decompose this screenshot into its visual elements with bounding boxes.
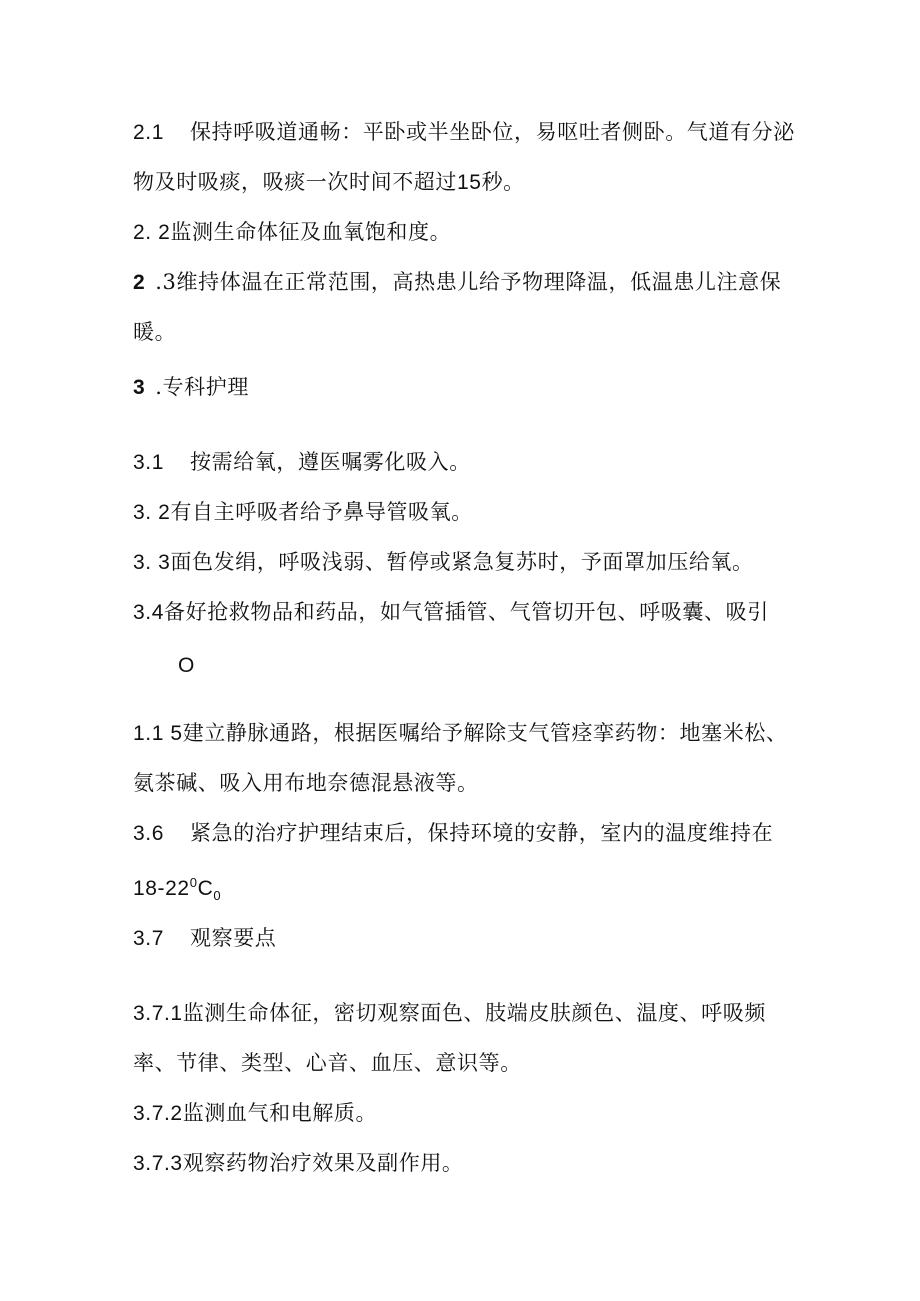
paragraph-text: 监测生命体征，密切观察面色、肢端皮肤颜色、温度、呼吸频 bbox=[182, 1001, 766, 1025]
section-heading: 观察要点 bbox=[190, 926, 277, 950]
paragraph-text: 观察药物治疗效果及副作用。 bbox=[182, 1151, 464, 1175]
paragraph-3-7-3 bbox=[133, 1148, 464, 1179]
paragraph-text: 建立静脉通路，根据医嘱给予解除支气管痉挛药物：地塞米松、 bbox=[182, 721, 788, 745]
paragraph-3-3 bbox=[133, 547, 754, 578]
paragraph-3-6-line-1 bbox=[133, 818, 773, 849]
paragraph-text: 监测生命体征及血氧饱和度。 bbox=[170, 220, 452, 244]
paragraph-text: 物及时吸痰，吸痰一次时间不超过 bbox=[133, 170, 457, 194]
paragraph-text: .3维持体温在正常范围，高热患儿给予物理降温，低温患儿注意保 bbox=[155, 270, 782, 294]
paragraph-text: 面色发绢，呼吸浅弱、暂停或紧急复苏时，予面罩加压给氧。 bbox=[170, 550, 754, 574]
paragraph-1-1-5-line-2 bbox=[133, 768, 479, 798]
paragraph-3-7-1-line-1 bbox=[133, 998, 766, 1029]
paragraph-3-4-continuation bbox=[178, 650, 195, 681]
temperature-range: 18-22 bbox=[133, 877, 190, 900]
superscript: 0 bbox=[189, 875, 198, 890]
paragraph-text: 暖。 bbox=[133, 320, 177, 344]
paragraph-3-7-1-line-2 bbox=[133, 1048, 522, 1078]
celsius-unit: C bbox=[197, 877, 214, 900]
paragraph-2-3-line-1 bbox=[133, 267, 781, 298]
section-heading: .专科护理 bbox=[155, 375, 249, 399]
paragraph-text: O bbox=[178, 654, 195, 677]
section-number: 2 bbox=[133, 271, 146, 294]
paragraph-3-7-2 bbox=[133, 1098, 377, 1129]
heading-3-7 bbox=[133, 923, 276, 954]
paragraph-text: 按需给氧，遵医嘱雾化吸入。 bbox=[190, 450, 471, 474]
paragraph-text: 保持呼吸道通畅：平卧或半坐卧位，易呕吐者侧卧。气道有分泌 bbox=[190, 120, 795, 144]
subscript: 0 bbox=[213, 888, 222, 904]
paragraph-text: 备好抢救物品和药品，如气管插管、气管切开包、呼吸囊、吸引 bbox=[164, 600, 769, 624]
paragraph-text: 率、节律、类型、心音、血压、意识等。 bbox=[133, 1051, 522, 1075]
paragraph-text: 有自主呼吸者给予鼻导管吸氧。 bbox=[170, 500, 473, 524]
section-number: 3.1 bbox=[133, 451, 164, 474]
section-number: 1.1 5 bbox=[133, 722, 183, 745]
section-number: 3.7.3 bbox=[133, 1152, 183, 1175]
section-number: 2. 2 bbox=[133, 221, 171, 244]
paragraph-text: 监测血气和电解质。 bbox=[182, 1101, 378, 1125]
paragraph-3-4 bbox=[133, 597, 769, 628]
paragraph-1-1-5-line-1 bbox=[133, 718, 788, 749]
paragraph-3-1 bbox=[133, 447, 471, 478]
inline-number: 15 bbox=[457, 171, 482, 194]
paragraph-text: 氨茶碱、吸入用布地奈德混悬液等。 bbox=[133, 771, 479, 795]
section-number: 3 bbox=[133, 376, 146, 399]
section-number: 3.7 bbox=[133, 927, 164, 950]
paragraph-2-1-line-1 bbox=[133, 117, 795, 148]
paragraph-3-6-line-2 bbox=[133, 868, 221, 911]
paragraph-2-3-line-2 bbox=[133, 317, 176, 347]
paragraph-3-2 bbox=[133, 497, 473, 528]
paragraph-text: 秒。 bbox=[481, 170, 525, 194]
section-number: 3. 3 bbox=[133, 551, 171, 574]
paragraph-2-1-line-2 bbox=[133, 167, 525, 198]
paragraph-2-2 bbox=[133, 217, 451, 248]
section-number: 3.6 bbox=[133, 822, 164, 845]
heading-3 bbox=[133, 372, 249, 403]
section-number: 3.4 bbox=[133, 601, 164, 624]
section-number: 3. 2 bbox=[133, 501, 171, 524]
paragraph-text: 紧急的治疗护理结束后，保持环境的安静，室内的温度维持在 bbox=[190, 821, 774, 845]
section-number: 3.7.1 bbox=[133, 1002, 183, 1025]
section-number: 3.7.2 bbox=[133, 1102, 183, 1125]
section-number: 2.1 bbox=[133, 121, 164, 144]
